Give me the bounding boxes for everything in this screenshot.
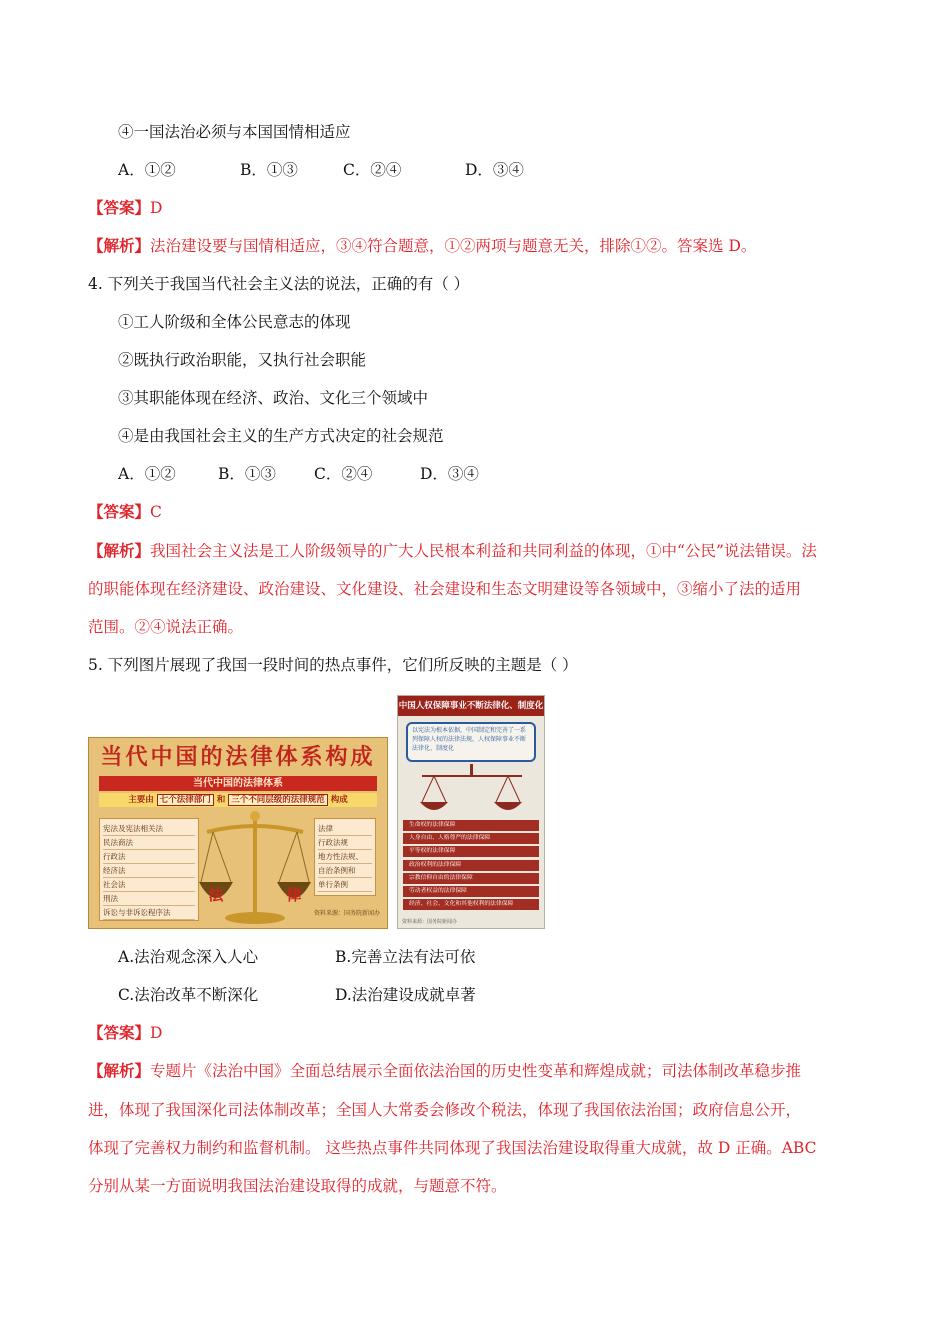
list-item: 宪法及宪法相关法 xyxy=(103,822,195,836)
q4-item-1: ①工人阶级和全体公民意志的体现 xyxy=(118,313,351,331)
q3-analysis xyxy=(88,235,756,257)
infographic-credit: 资料来源：国务院新闻办 xyxy=(402,919,458,925)
bar-box-levels: 三个不同层级的法律规范 xyxy=(228,794,328,806)
list-item: 自治条例和 xyxy=(318,864,372,878)
char-fa: 法 xyxy=(208,886,224,904)
list-item: 单行条例 xyxy=(318,878,372,892)
q5-analysis-line-2: 进，体现了我国深化司法体制改革；全国人大常委会修改个税法，体现了我国依法治国；政府信息公开， xyxy=(88,1101,802,1119)
q3-option-c: C．②④ xyxy=(343,161,402,179)
char-lv: 律 xyxy=(286,886,302,904)
list-item: 劳动者权益的法律保障 xyxy=(403,886,539,897)
infographic-credit: 资料来源：国务院新闻办 xyxy=(314,910,381,917)
q4-option-c: C．②④ xyxy=(314,465,373,483)
q5-option-d: D.法治建设成就卓著 xyxy=(335,986,476,1004)
infographic-subtitle: 当代中国的法律体系 xyxy=(99,776,377,791)
list-item: 平等权的法律保障 xyxy=(403,846,539,857)
q3-answer xyxy=(88,197,162,219)
list-item: 政治权利的法律保障 xyxy=(403,860,539,871)
answer-tag: 【答案】 xyxy=(88,198,151,217)
q5-option-a: A.法治观念深入人心 xyxy=(118,948,259,966)
analysis-text: 法治建设要与国情相适应，③④符合题意，①②两项与题意无关，排除①②。答案选 D。 xyxy=(150,237,757,255)
scales-of-justice-icon xyxy=(197,810,313,928)
list-item: 经济法 xyxy=(103,864,195,878)
analysis-tag: 【解析】 xyxy=(88,1061,151,1080)
answer-tag: 【答案】 xyxy=(88,1023,151,1042)
q4-option-a: A．①② xyxy=(118,465,176,483)
q3-option-b: B．①③ xyxy=(240,161,298,179)
q5-analysis-line-1 xyxy=(88,1060,801,1082)
bar-pre: 主要由 xyxy=(128,795,154,805)
q3-option-d: D．③④ xyxy=(465,161,524,179)
q5-analysis-line-3: 体现了完善权力制约和监督机制。 这些热点事件共同体现了我国法治建设取得重大成就，故 D 正确。ABC xyxy=(88,1139,817,1157)
q3-option-a: A．①② xyxy=(118,161,176,179)
q5-stem: 5. 下列图片展现了我国一段时间的热点事件，它们所反映的主题是（ ） xyxy=(88,656,578,674)
bar-mid: 和 xyxy=(216,795,226,805)
q5-answer xyxy=(88,1022,162,1044)
infographic-bubble: 以宪法为根本依据，中国制定和完善了一系列保障人权的法律法规，人权保障事业不断法律化、制度化 xyxy=(406,722,536,762)
list-item: 经济、社会、文化和其他权利的法律保障 xyxy=(403,899,539,910)
list-item: 地方性法规、 xyxy=(318,850,372,864)
answer-value: D xyxy=(150,199,163,217)
answer-tag: 【答案】 xyxy=(88,502,151,521)
law-levels-list xyxy=(314,818,376,896)
list-item: 行政法 xyxy=(103,850,195,864)
rights-rows xyxy=(403,820,539,912)
analysis-tag: 【解析】 xyxy=(88,541,151,560)
q4-item-2: ②既执行政治职能，又执行社会职能 xyxy=(118,351,367,369)
answer-value: D xyxy=(150,1024,163,1042)
q5-option-c: C.法治改革不断深化 xyxy=(118,986,259,1004)
analysis-text: 专题片《法治中国》全面总结展示全面依法治国的历史性变革和辉煌成就；司法体制改革稳步推 xyxy=(150,1062,802,1080)
human-rights-infographic xyxy=(397,695,545,929)
list-item: 诉讼与非诉讼程序法 xyxy=(103,906,195,920)
analysis-text: 我国社会主义法是工人阶级领导的广大人民根本利益和共同利益的体现，①中“公民”说法错误。法 xyxy=(150,542,817,560)
q4-item-4: ④是由我国社会主义的生产方式决定的社会规范 xyxy=(118,427,444,445)
q4-analysis-line-3: 范围。②④说法正确。 xyxy=(88,618,244,636)
list-item: 行政法规 xyxy=(318,836,372,850)
answer-value: C xyxy=(150,503,162,521)
infographic-composition-bar xyxy=(99,793,377,807)
q4-item-3: ③其职能体现在经济、政治、文化三个领域中 xyxy=(118,389,429,407)
list-item: 民法商法 xyxy=(103,836,195,850)
legal-system-infographic xyxy=(88,737,388,929)
list-item: 宗教信仰自由的法律保障 xyxy=(403,873,539,884)
q4-answer xyxy=(88,501,162,523)
list-item: 人身自由、人格尊严的法律保障 xyxy=(403,833,539,844)
list-item: 法律 xyxy=(318,822,372,836)
analysis-tag: 【解析】 xyxy=(88,236,151,255)
bar-box-departments: 七个法律部门 xyxy=(157,794,214,806)
infographic-title: 中国人权保障事业不断法律化、制度化 xyxy=(398,696,544,716)
list-item: 社会法 xyxy=(103,878,195,892)
q4-analysis-line-2: 的职能体现在经济建设、政治建设、文化建设、社会建设和生态文明建设等各领域中，③缩小了法的适用 xyxy=(88,580,802,598)
q5-analysis-line-4: 分别从某一方面说明我国法治建设取得的成就，与题意不符。 xyxy=(88,1177,507,1195)
balance-scale-icon xyxy=(416,764,528,818)
list-item: 刑法 xyxy=(103,892,195,906)
law-departments-list xyxy=(99,818,199,921)
bar-post: 构成 xyxy=(330,795,348,805)
q3-item-4: ④一国法治必须与本国国情相适应 xyxy=(118,123,351,141)
q4-option-d: D．③④ xyxy=(420,465,479,483)
q4-stem: 4. 下列关于我国当代社会主义法的说法，正确的有（ ） xyxy=(88,275,470,293)
q4-option-b: B．①③ xyxy=(218,465,276,483)
list-item: 生命权的法律保障 xyxy=(403,820,539,831)
q4-analysis-line-1 xyxy=(88,540,817,562)
q5-option-b: B.完善立法有法可依 xyxy=(335,948,476,966)
infographic-title: 当代中国的法律体系构成 xyxy=(100,745,376,770)
